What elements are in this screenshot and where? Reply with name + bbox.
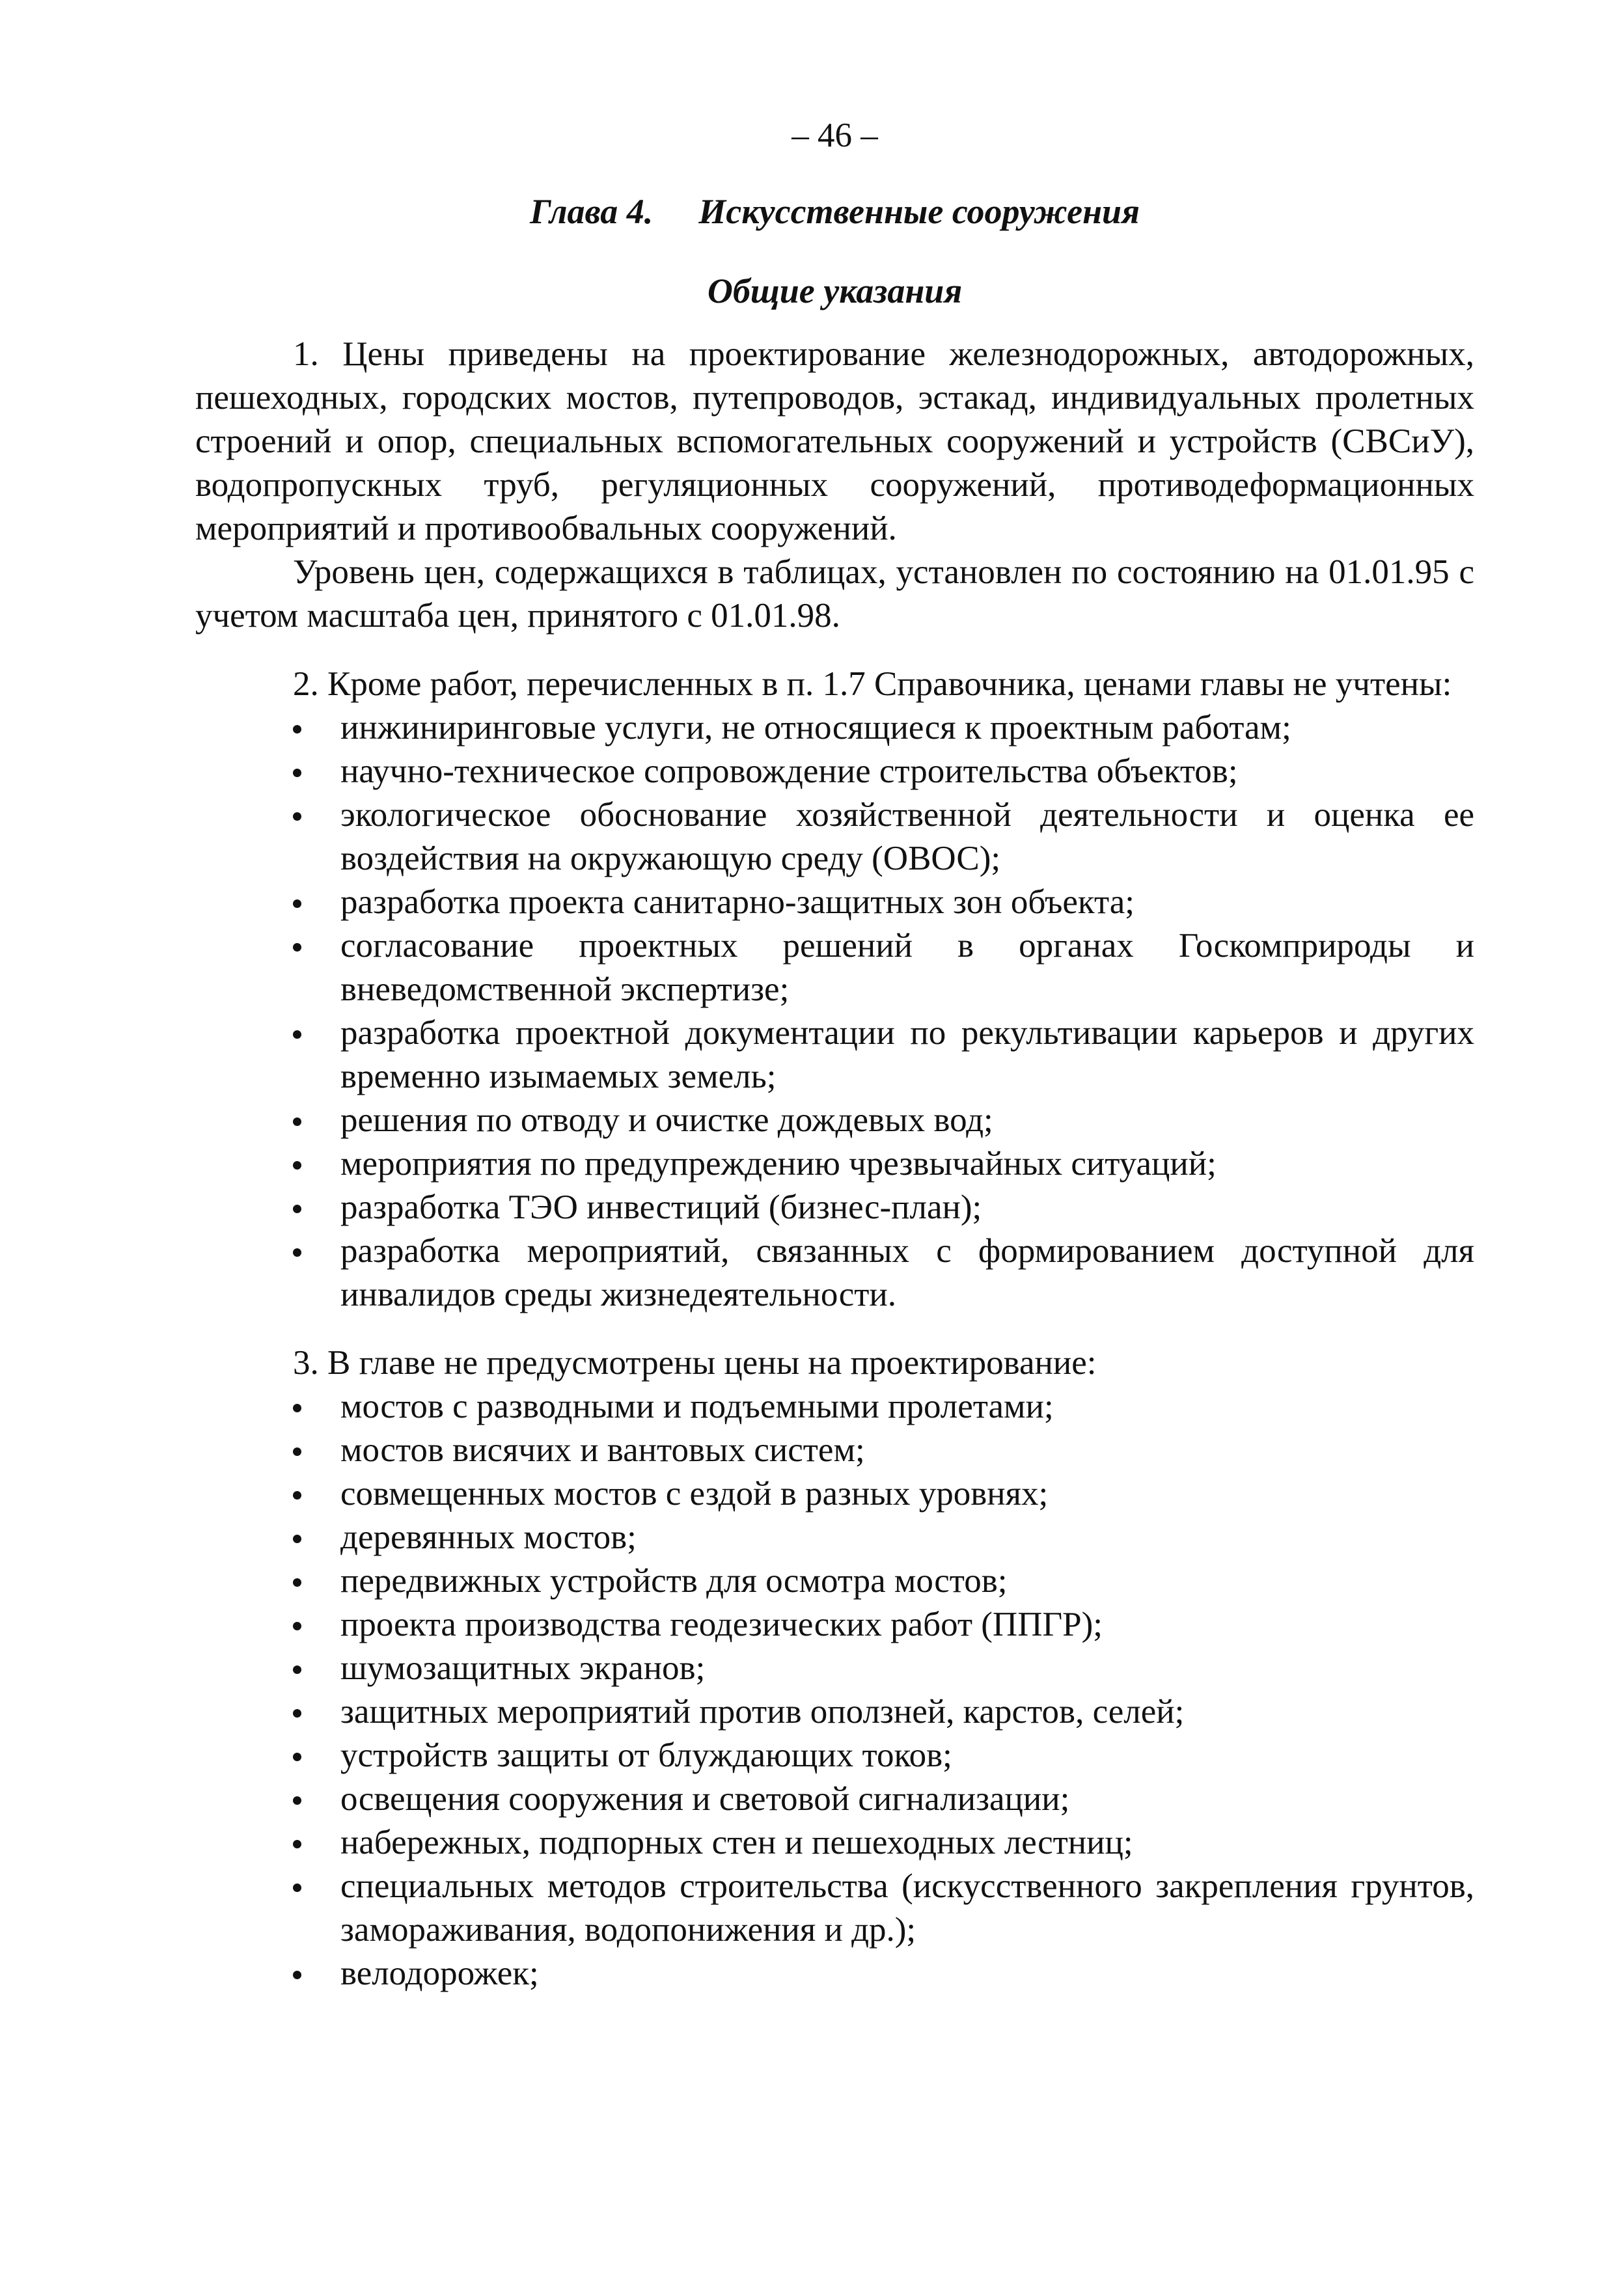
list-item: разработка проекта санитарно-защитных зон объекта; (195, 881, 1474, 924)
bullet-icon (293, 1248, 301, 1257)
list-item: передвижных устройств для осмотра мостов; (195, 1559, 1474, 1603)
page-number: – 46 – (791, 117, 878, 154)
bullet-icon (293, 1205, 301, 1213)
list-item: разработка ТЭО инвестиций (бизнес-план); (195, 1186, 1474, 1229)
bullet-icon (293, 943, 301, 952)
list-item: мостов висячих и вантовых систем; (195, 1429, 1474, 1472)
section-title: Общие указания (707, 271, 963, 310)
bullet-icon (293, 1971, 301, 1979)
bullet-icon (293, 1447, 301, 1456)
bullet-icon (293, 1161, 301, 1170)
list-item: проекта производства геодезических работ (ППГР); (195, 1603, 1474, 1647)
page-content (195, 114, 1474, 1995)
chapter-number: Глава 4. (530, 192, 654, 231)
chapter-title: Искусственные сооружения (698, 192, 1140, 231)
chapter-heading (195, 190, 1474, 234)
bullet-icon (293, 812, 301, 821)
not-provided-list (195, 1385, 1474, 1995)
list-item: разработка мероприятий, связанных с формированием доступной для инвалидов среды жизнедеятельности. (195, 1229, 1474, 1317)
bullet-icon (293, 1491, 301, 1500)
paragraph-2: 2. Кроме работ, перечисленных в п. 1.7 Справочника, ценами главы не учтены: (293, 665, 1452, 703)
paragraph-3: 3. В главе не предусмотрены цены на проектирование: (293, 1344, 1097, 1382)
list-item: мостов с разводными и подъемными пролетами; (195, 1385, 1474, 1429)
list-item: экологическое обоснование хозяйственной деятельности и оценка ее воздействия на окружающую среду (ОВОС); (195, 793, 1474, 881)
list-item: специальных методов строительства (искусственного закрепления грунтов, замораживания, водопонижения и др.); (195, 1865, 1474, 1952)
bullet-icon (293, 1404, 301, 1412)
bullet-icon (293, 1117, 301, 1126)
list-item: устройств защиты от блуждающих токов; (195, 1734, 1474, 1777)
excluded-works-list (195, 706, 1474, 1317)
bullet-icon (293, 1753, 301, 1761)
bullet-icon (293, 1884, 301, 1892)
bullet-icon (293, 1622, 301, 1630)
bullet-icon (293, 1709, 301, 1718)
bullet-icon (293, 1665, 301, 1674)
bullet-icon (293, 1840, 301, 1848)
bullet-icon (293, 1535, 301, 1543)
list-item: согласование проектных решений в органах Госкомприроды и вневедомственной экспертизе; (195, 924, 1474, 1011)
bullet-icon (293, 1796, 301, 1805)
list-item: решения по отводу и очистке дождевых вод; (195, 1099, 1474, 1142)
list-item: велодорожек; (195, 1952, 1474, 1995)
list-item: мероприятия по предупреждению чрезвычайных ситуаций; (195, 1142, 1474, 1186)
list-item: защитных мероприятий против оползней, карстов, селей; (195, 1690, 1474, 1734)
bullet-icon (293, 1578, 301, 1587)
list-item: инжиниринговые услуги, не относящиеся к проектным работам; (195, 706, 1474, 750)
list-item: совмещенных мостов с ездой в разных уровнях; (195, 1472, 1474, 1516)
list-item: набережных, подпорных стен и пешеходных лестниц; (195, 1821, 1474, 1865)
list-item: освещения сооружения и световой сигнализации; (195, 1777, 1474, 1821)
bullet-icon (293, 769, 301, 777)
list-item: деревянных мостов; (195, 1516, 1474, 1559)
bullet-icon (293, 899, 301, 908)
paragraph-1-price-level: Уровень цен, содержащихся в таблицах, установлен по состоянию на 01.01.95 с учетом масштаба цен, принятого с 01.01.98. (195, 553, 1474, 635)
bullet-icon (293, 1030, 301, 1039)
bullet-icon (293, 725, 301, 733)
list-item: шумозащитных экранов; (195, 1647, 1474, 1690)
paragraph-1: 1. Цены приведены на проектирование железнодорожных, автодорожных, пешеходных, городских мостов, путепроводов, эстакад, индивидуальных пролетных строений и опор, специальных вспомогательных сооружений и устройств (СВСиУ), водопропускных труб, регуляционных сооружений, противодеформационных мероприятий и противообвальных сооружений. (195, 335, 1474, 547)
list-item: научно-техническое сопровождение строительства объектов; (195, 750, 1474, 793)
list-item: разработка проектной документации по рекультивации карьеров и других временно изымаемых земель; (195, 1011, 1474, 1099)
